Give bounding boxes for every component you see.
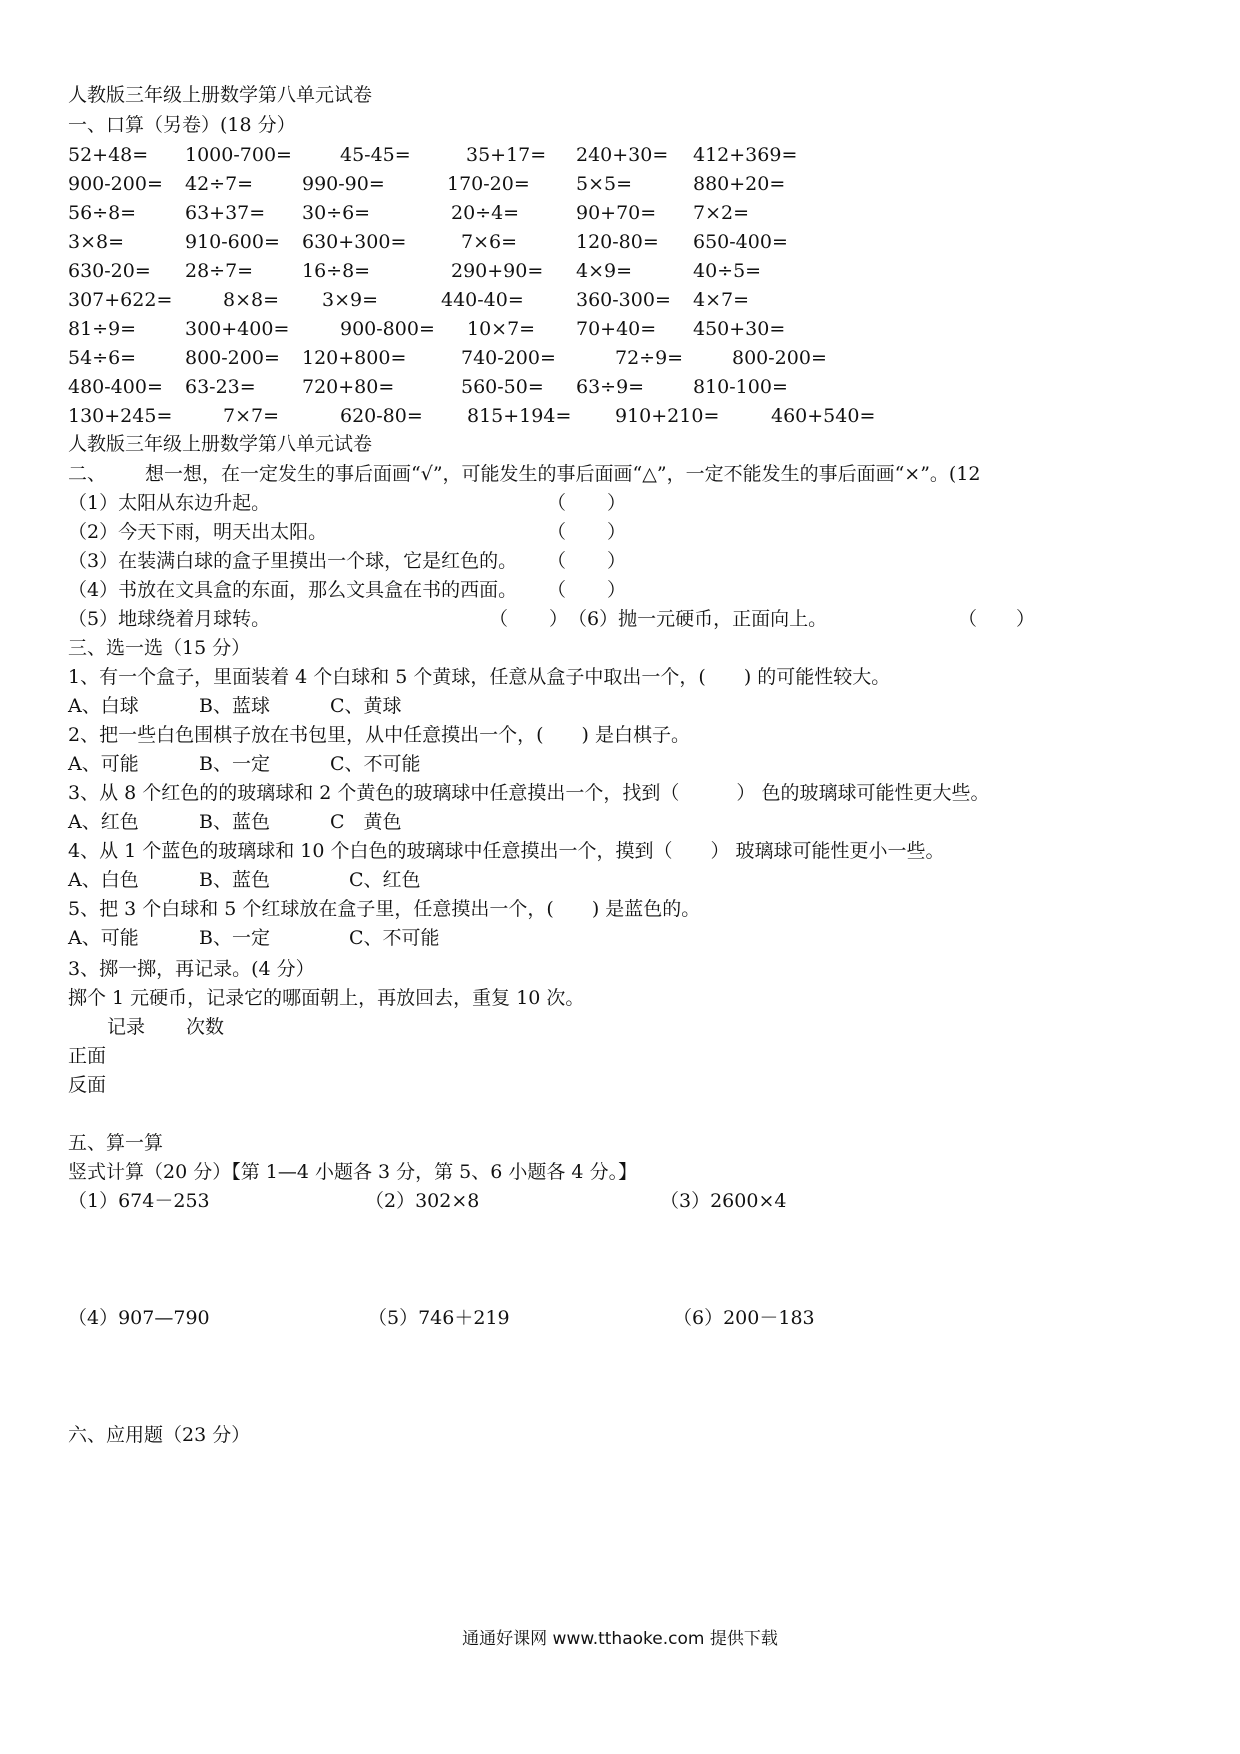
choice-option: A、红色 (68, 811, 139, 833)
choice-question: 4、从 1 个蓝色的玻璃球和 10 个白色的玻璃球中任意摸出一个，摸到（ ） 玻璃球可能性更小一些。 (68, 840, 945, 862)
choice-option: B、蓝色 (199, 869, 270, 891)
choice-question: 5、把 3 个白球和 5 个红球放在盒子里，任意摸出一个，( ) 是蓝色的。 (68, 898, 701, 920)
choice-question: 1、有一个盒子，里面装着 4 个白球和 5 个黄球，任意从盒子中取出一个，( ) 的可能性较大。 (68, 666, 891, 688)
oral-problem: 42÷7= (185, 173, 254, 195)
toss-col-count: 次数 (186, 1016, 225, 1038)
oral-problem: 880+20= (693, 173, 786, 195)
oral-problem: 630-20= (68, 260, 151, 282)
oral-problem: 63+37= (185, 202, 266, 224)
answer-paren-open: （ (547, 521, 567, 543)
answer-paren-open: （ (958, 608, 978, 630)
choice-question: 3、从 8 个红色的的玻璃球和 2 个黄色的玻璃球中任意摸出一个，找到（ ） 色的玻璃球可能性更大些。 (68, 782, 990, 804)
oral-problem: 40÷5= (693, 260, 762, 282)
choice-option: C、红色 (349, 869, 421, 891)
oral-problem: 990-90= (302, 173, 385, 195)
oral-problem: 4×7= (693, 289, 750, 311)
oral-problem: 20÷4= (451, 202, 520, 224)
oral-problem: 800-200= (732, 347, 827, 369)
oral-problem: 35+17= (466, 144, 547, 166)
oral-problem: 412+369= (693, 144, 798, 166)
answer-paren-close: ） (607, 521, 627, 543)
choice-question: 2、把一些白色围棋子放在书包里，从中任意摸出一个，( ) 是白棋子。 (68, 724, 690, 746)
choice-option: B、蓝色 (199, 811, 270, 833)
oral-problem: 900-800= (340, 318, 435, 340)
choice-option: A、白球 (68, 695, 139, 717)
oral-problem: 900-200= (68, 173, 163, 195)
oral-problem: 5×5= (576, 173, 633, 195)
oral-problem: 16÷8= (302, 260, 371, 282)
choice-option: B、一定 (199, 927, 270, 949)
answer-paren-open: （ (547, 579, 567, 601)
oral-problem: 45-45= (340, 144, 411, 166)
oral-problem: 10×7= (467, 318, 536, 340)
oral-problem: 650-400= (693, 231, 788, 253)
judge-item: （4）书放在文具盒的东面，那么文具盒在书的西面。 (68, 579, 518, 601)
choice-option: C、不可能 (349, 927, 440, 949)
oral-problem: 170-20= (447, 173, 530, 195)
toss-col-record: 记录 (107, 1016, 146, 1038)
choice-option: C、黄球 (330, 695, 402, 717)
choice-option: B、蓝球 (199, 695, 270, 717)
section-judge-heading: 想一想，在一定发生的事后面画“√”，可能发生的事后面画“△”，一定不能发生的事后面画“×”。(12 (145, 463, 981, 485)
oral-problem: 7×7= (223, 405, 280, 427)
section-choice-heading: 三、选一选（15 分） (68, 637, 251, 659)
oral-problem: 130+245= (68, 405, 173, 427)
oral-problem: 54÷6= (68, 347, 137, 369)
judge-item: （2）今天下雨，明天出太阳。 (68, 521, 328, 543)
section-apply-heading: 六、应用题（23 分） (68, 1424, 251, 1446)
answer-paren-close: ） (549, 608, 569, 630)
oral-problem: 1000-700= (185, 144, 292, 166)
section-calc-subheading: 竖式计算（20 分）【第 1—4 小题各 3 分，第 5、6 小题各 4 分。】 (68, 1161, 638, 1183)
oral-problem: 440-40= (441, 289, 524, 311)
oral-problem: 3×8= (68, 231, 125, 253)
toss-instruction: 掷个 1 元硬币，记录它的哪面朝上，再放回去，重复 10 次。 (68, 987, 585, 1009)
oral-problem: 7×6= (461, 231, 518, 253)
exam-title-repeat: 人教版三年级上册数学第八单元试卷 (68, 433, 373, 455)
oral-problem: 63÷9= (576, 376, 645, 398)
answer-paren-open: （ (547, 492, 567, 514)
answer-paren-close: ） (1016, 608, 1036, 630)
calc-problem-6: （6）200－183 (673, 1307, 815, 1329)
answer-paren-close: ） (607, 492, 627, 514)
choice-option: A、可能 (68, 927, 139, 949)
oral-problem: 8×8= (223, 289, 280, 311)
oral-problem: 7×2= (693, 202, 750, 224)
oral-problem: 300+400= (185, 318, 290, 340)
oral-problem: 290+90= (451, 260, 544, 282)
section-oral-heading: 一、口算（另卷）(18 分） (68, 114, 296, 136)
answer-paren-close: ） (607, 550, 627, 572)
oral-problem: 910+210= (615, 405, 720, 427)
oral-problem: 720+80= (302, 376, 395, 398)
calc-problem-3: （3）2600×4 (660, 1190, 787, 1212)
oral-problem: 480-400= (68, 376, 163, 398)
oral-problem: 307+622= (68, 289, 173, 311)
section-judge-heading-number: 二、 (68, 463, 107, 485)
oral-problem: 63-23= (185, 376, 256, 398)
oral-problem: 3×9= (322, 289, 379, 311)
answer-paren-open: （ (489, 608, 509, 630)
oral-problem: 740-200= (461, 347, 556, 369)
oral-problem: 81÷9= (68, 318, 137, 340)
answer-paren-close: ） (607, 579, 627, 601)
oral-problem: 815+194= (467, 405, 572, 427)
toss-heading: 3、掷一掷，再记录。(4 分） (68, 958, 315, 980)
oral-problem: 120+800= (302, 347, 407, 369)
oral-problem: 360-300= (576, 289, 671, 311)
exam-title: 人教版三年级上册数学第八单元试卷 (68, 84, 373, 106)
judge-item: （3）在装满白球的盒子里摸出一个球，它是红色的。 (68, 550, 518, 572)
oral-problem: 30÷6= (302, 202, 371, 224)
oral-problem: 460+540= (771, 405, 876, 427)
choice-option: A、可能 (68, 753, 139, 775)
oral-problem: 120-80= (576, 231, 659, 253)
oral-problem: 28÷7= (185, 260, 254, 282)
choice-option: C 黄色 (330, 811, 402, 833)
toss-row-front: 正面 (68, 1045, 107, 1067)
judge-item: （1）太阳从东边升起。 (68, 492, 271, 514)
oral-problem: 56÷8= (68, 202, 137, 224)
oral-problem: 810-100= (693, 376, 788, 398)
toss-row-back: 反面 (68, 1074, 107, 1096)
choice-option: A、白色 (68, 869, 139, 891)
judge-item-6: （6）抛一元硬币，正面向上。 (568, 608, 828, 630)
oral-problem: 240+30= (576, 144, 669, 166)
oral-problem: 620-80= (340, 405, 423, 427)
calc-problem-4: （4）907—790 (68, 1307, 210, 1329)
judge-item: （5）地球绕着月球转。 (68, 608, 271, 630)
choice-option: C、不可能 (330, 753, 421, 775)
oral-problem: 72÷9= (615, 347, 684, 369)
calc-problem-2: （2）302×8 (365, 1190, 480, 1212)
oral-problem: 52+48= (68, 144, 149, 166)
oral-problem: 800-200= (185, 347, 280, 369)
calc-problem-1: （1）674－253 (68, 1190, 210, 1212)
oral-problem: 70+40= (576, 318, 657, 340)
choice-option: B、一定 (199, 753, 270, 775)
oral-problem: 4×9= (576, 260, 633, 282)
oral-problem: 630+300= (302, 231, 407, 253)
oral-problem: 450+30= (693, 318, 786, 340)
answer-paren-open: （ (547, 550, 567, 572)
section-calc-heading: 五、算一算 (68, 1132, 164, 1154)
oral-problem: 910-600= (185, 231, 280, 253)
oral-problem: 90+70= (576, 202, 657, 224)
footer: 通通好课网 www.tthaoke.com 提供下载 (462, 1629, 778, 1649)
oral-problem: 560-50= (461, 376, 544, 398)
calc-problem-5: （5）746＋219 (368, 1307, 510, 1329)
